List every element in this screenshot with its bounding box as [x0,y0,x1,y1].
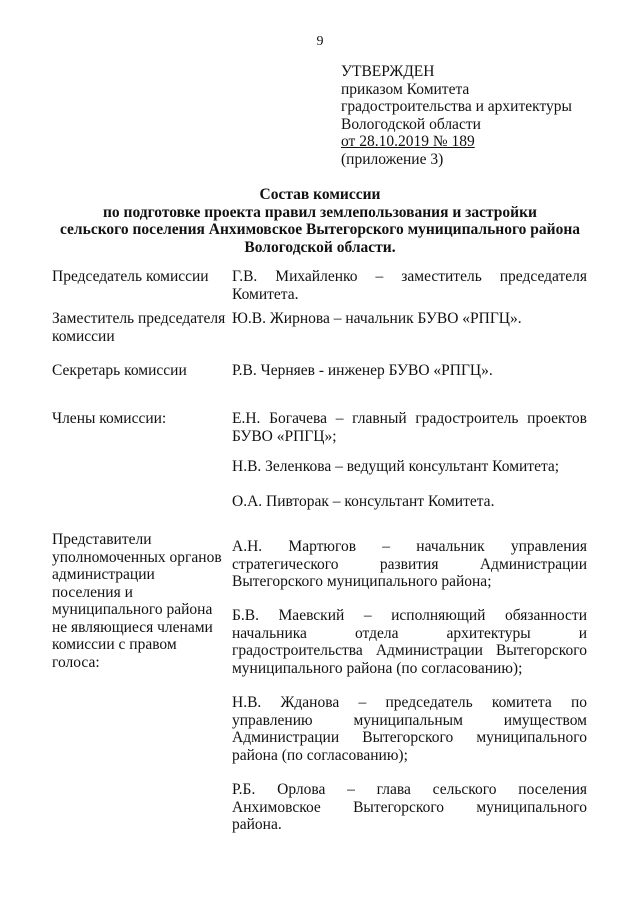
desc-line: Н.В. Зеленкова – ведущий консультант Комитета; [232,458,560,475]
role-line: Представители [52,531,152,548]
approval-order-number: от 28.10.2019 № 189 [341,133,475,150]
desc-line: Б.В. Маевский – исполняющий обязанности [232,607,587,624]
member-description [232,493,587,511]
desc-line: А.Н. Мартюгов – начальник управления [232,538,587,555]
role-label [52,531,230,671]
desc-line: Р.В. Черняев - инженер БУВО «РПГЦ». [232,362,493,379]
role-line: Заместитель председателя [52,310,226,327]
member-description [232,362,587,380]
desc-line: Комитета. [232,285,299,303]
desc-line: района (по согласованию); [232,746,408,764]
member-description [232,607,587,677]
title-line: сельского поселения Анхимовское Вытегорского муниципального района [59,221,580,238]
desc-line: О.А. Пивторак – консультант Комитета. [232,493,495,510]
desc-line: стратегического развития Администрации [232,555,587,573]
member-description [232,310,587,328]
desc-line: Администрации Вытегорского муниципального [232,729,587,746]
title-line: Вологодской области. [244,238,396,256]
document-title [40,186,600,256]
role-line: голоса: [52,653,100,671]
member-description [232,458,587,476]
title-line: Состав комиссии [259,186,381,203]
role-line: комиссии с правом [52,636,177,653]
desc-line: муниципального района (по согласованию); [232,659,523,677]
role-label [52,310,230,345]
page-number: 9 [316,34,324,49]
desc-line: Н.В. Жданова – председатель комитета по [232,694,587,711]
member-description [232,410,587,445]
role-line: поселения и [52,583,133,601]
member-description [232,781,587,834]
approval-stamp [341,63,621,168]
desc-line: Анхимовское Вытегорского муниципального [232,798,587,816]
approval-appendix: (приложение 3) [341,150,444,168]
member-description [232,694,587,764]
role-line: уполномоченных органов [52,548,222,566]
approval-line: градостроительства и архитектуры [341,98,572,115]
desc-line: Р.Б. Орлова – глава сельского поселения [232,781,587,798]
role-line: не являющиеся членами [52,618,213,636]
role-label: Секретарь комиссии [52,362,187,379]
approval-line: приказом Комитета [341,80,470,98]
desc-line: Ю.В. Жирнова – начальник БУВО «РПГЦ». [232,310,522,327]
role-line: администрации [52,566,155,583]
approval-heading: УТВЕРЖДЕН [341,63,435,80]
approval-line: Вологодской области [341,115,481,133]
desc-line: управлению муниципальным имуществом [232,711,587,729]
desc-line: района. [232,816,282,833]
desc-line: Вытегорского муниципального района; [232,573,492,590]
desc-line: градостроительства Администрации Вытегорского [232,642,587,659]
desc-line: БУВО «РПГЦ»; [232,427,337,445]
desc-line: начальника отдела архитектуры и [232,624,587,642]
desc-line: Г.В. Михайленко – заместитель председателя [232,268,587,285]
member-description [232,538,587,591]
role-label: Председатель комиссии [52,268,209,285]
member-description [232,268,587,303]
role-line: комиссии [52,327,115,345]
role-label: Члены комиссии: [52,410,167,427]
desc-line: Е.Н. Богачева – главный градостроитель проектов [232,410,587,427]
role-line: муниципального района [52,601,213,618]
title-line: по подготовке проекта правил землепользования и застройки [103,203,537,221]
